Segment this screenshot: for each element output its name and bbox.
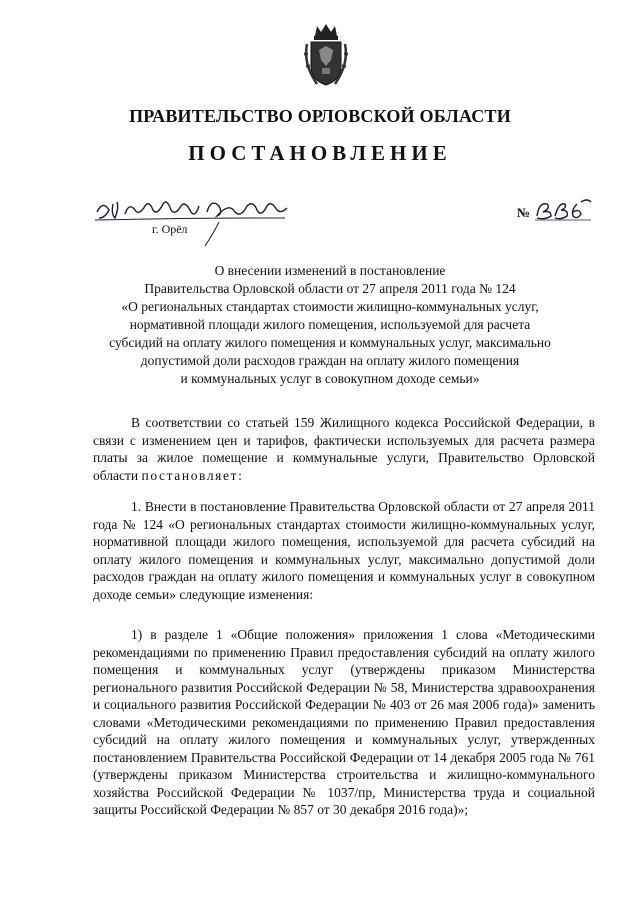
item-1-paragraph (93, 498, 595, 603)
document-city: г. Орёл (152, 222, 188, 236)
subject-line: субсидий на оплату жилого помещения и коммунальных услуг, максимально (109, 335, 551, 350)
handwritten-number (533, 196, 593, 222)
subject-line: Правительства Орловской области от 27 апреля 2011 года № 124 (144, 281, 516, 296)
document-type-title: ПОСТАНОВЛЕНИЕ (188, 141, 452, 165)
item-1-text: 1. Внести в постановление Правительства Орловской области от 27 апреля 2011 года № 124 «О региональных стандартах стоимости жилищно-коммунальных услуг, нормативной площади жилого помещения, используемой для расчета субсидий на оплату жилого помещения и коммунальных услуг, максимально допустимой доли расходов граждан на оплату жилого помещения и коммунальных услуг в совокупном доходе семьи» следующие изменения: (93, 499, 595, 602)
preamble-paragraph (93, 414, 595, 484)
organization-name: ПРАВИТЕЛЬСТВО ОРЛОВСКОЙ ОБЛАСТИ (129, 106, 511, 126)
subject-line: и коммунальных услуг в совокупном доходе семьи» (180, 371, 480, 386)
item-1-1-text: 1) в разделе 1 «Общие положения» приложения 1 слова «Методическими рекомендациями по применению Правил предоставления субсидий на оплату жилого помещения и коммунальных услуг (утверждены приказом Министерства регионального развития Российской Федерации № 58, Министерства здравоохранения и социального развития Российской Федерации № 403 от 26 мая 2006 года)» заменить словами «Методическими рекомендациями по применению Правил предоставления субсидий на оплату жилого помещения и коммунальных услуг, утвержденных постановлением Правительства Российской Федерации от 14 декабря 2005 года № 761 (утверждены приказом Министерства строительства и жилищно-коммунального хозяйства Российской Федерации № 1037/пр, Министерства труда и социальной защиты Российской Федерации № 857 от 30 декабря 2016 года)»; (93, 627, 595, 817)
coat-of-arms-emblem (303, 22, 349, 88)
item-1-1-paragraph (93, 626, 595, 819)
document-number-label: № (517, 205, 531, 220)
preamble-text: В соответствии со статьей 159 Жилищного кодекса Российской Федерации, в связи с изменением цен и тарифов, фактически используемых для расчета размера платы за жилое помещение и коммунальные услуги, Правительство Орловской области (93, 415, 595, 483)
subject-line: О внесении изменений в постановление (214, 263, 446, 278)
subject-line: «О региональных стандартах стоимости жилищно-коммунальных услуг, (121, 299, 539, 314)
resolves-keyword: постановляет: (141, 467, 244, 483)
subject-line: допустимой доли расходов граждан на оплату жилого помещения (140, 353, 520, 368)
subject-line: нормативной площади жилого помещения, используемой для расчета (129, 317, 531, 332)
handwritten-date (95, 196, 295, 250)
document-subject (80, 262, 580, 388)
